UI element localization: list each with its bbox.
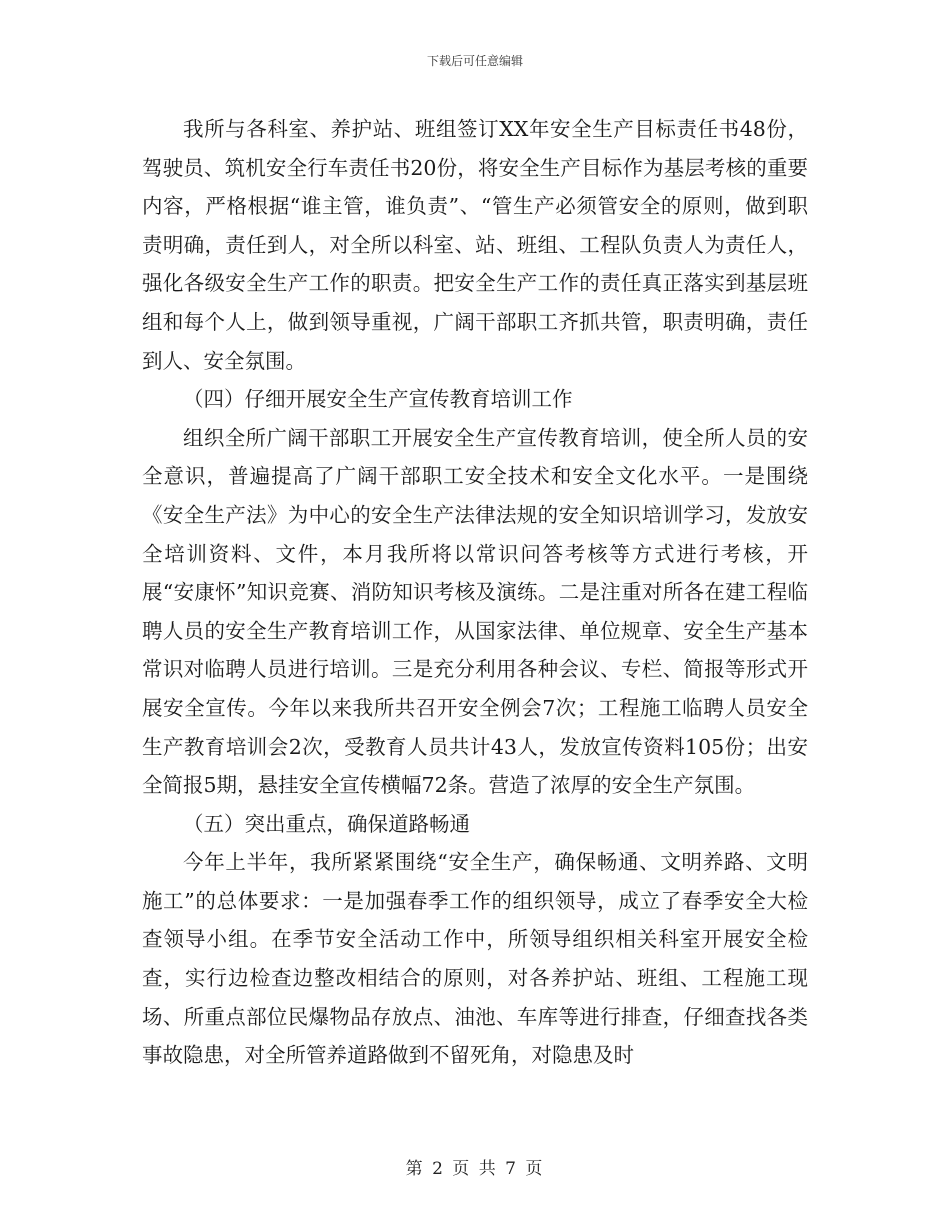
paragraph-road-safety: 今年上半年，我所紧紧围绕“安全生产，确保畅通、文明养路、文明施工”的总体要求：一是加强春季工作的组织领导，成立了春季安全大检查领导小组。在季节安全活动工作中，所领导组织相关科室开展安全检查，实行边检查边整改相结合的原则，对各养护站、班组、工程施工现场、所重点部位民爆物品存放点、油池、车库等进行排查，仔细查找各类事故隐患，对全所管养道路做到不留死角，对隐患及时 bbox=[142, 850, 808, 1068]
page-number: 第 2 页 共 7 页 bbox=[405, 1159, 545, 1179]
document-body bbox=[142, 110, 808, 1075]
paragraph-training: 组织全所广阔干部职工开展安全生产宣传教育培训，使全所人员的安全意识，普遍提高了广阔干部职工安全技术和安全文化水平。一是围绕《安全生产法》为中心的安全生产法律法规的安全知识培训学习，发放安全培训资料、文件，本月我所将以常识问答考核等方式进行考核，开展“安康怀”知识竞赛、消防知识考核及演练。二是注重对所各在建工程临聘人员的安全生产教育培训工作，从国家法律、单位规章、安全生产基本常识对临聘人员进行培训。三是充分利用各种会议、专栏、简报等形式开展安全宣传。今年以来我所共召开安全例会7次；工程施工临聘人员安全生产教育培训会2次，受教育人员共计43人，发放宣传资料105份；出安全简报5期，悬挂安全宣传横幅72条。营造了浓厚的安全生产氛围。 bbox=[142, 425, 808, 798]
paragraph-responsibility: 我所与各科室、养护站、班组签订XX年安全生产目标责任书48份，驾驶员、筑机安全行车责任书20份，将安全生产目标作为基层考核的重要内容，严格根据“谁主管，谁负责”、“管生产必须管安全的原则，做到职责明确，责任到人，对全所以科室、站、班组、工程队负责人为责任人，强化各级安全生产工作的职责。把安全生产工作的责任真正落实到基层班组和每个人上，做到领导重视，广阔干部职工齐抓共管，职责明确，责任到人、安全氛围。 bbox=[142, 117, 808, 373]
section-heading-4: （四）仔细开展安全生产宣传教育培训工作 bbox=[183, 387, 573, 412]
section-heading-5: （五）突出重点，确保道路畅通 bbox=[183, 811, 470, 836]
page-header: 下载后可任意编辑 bbox=[426, 54, 523, 68]
